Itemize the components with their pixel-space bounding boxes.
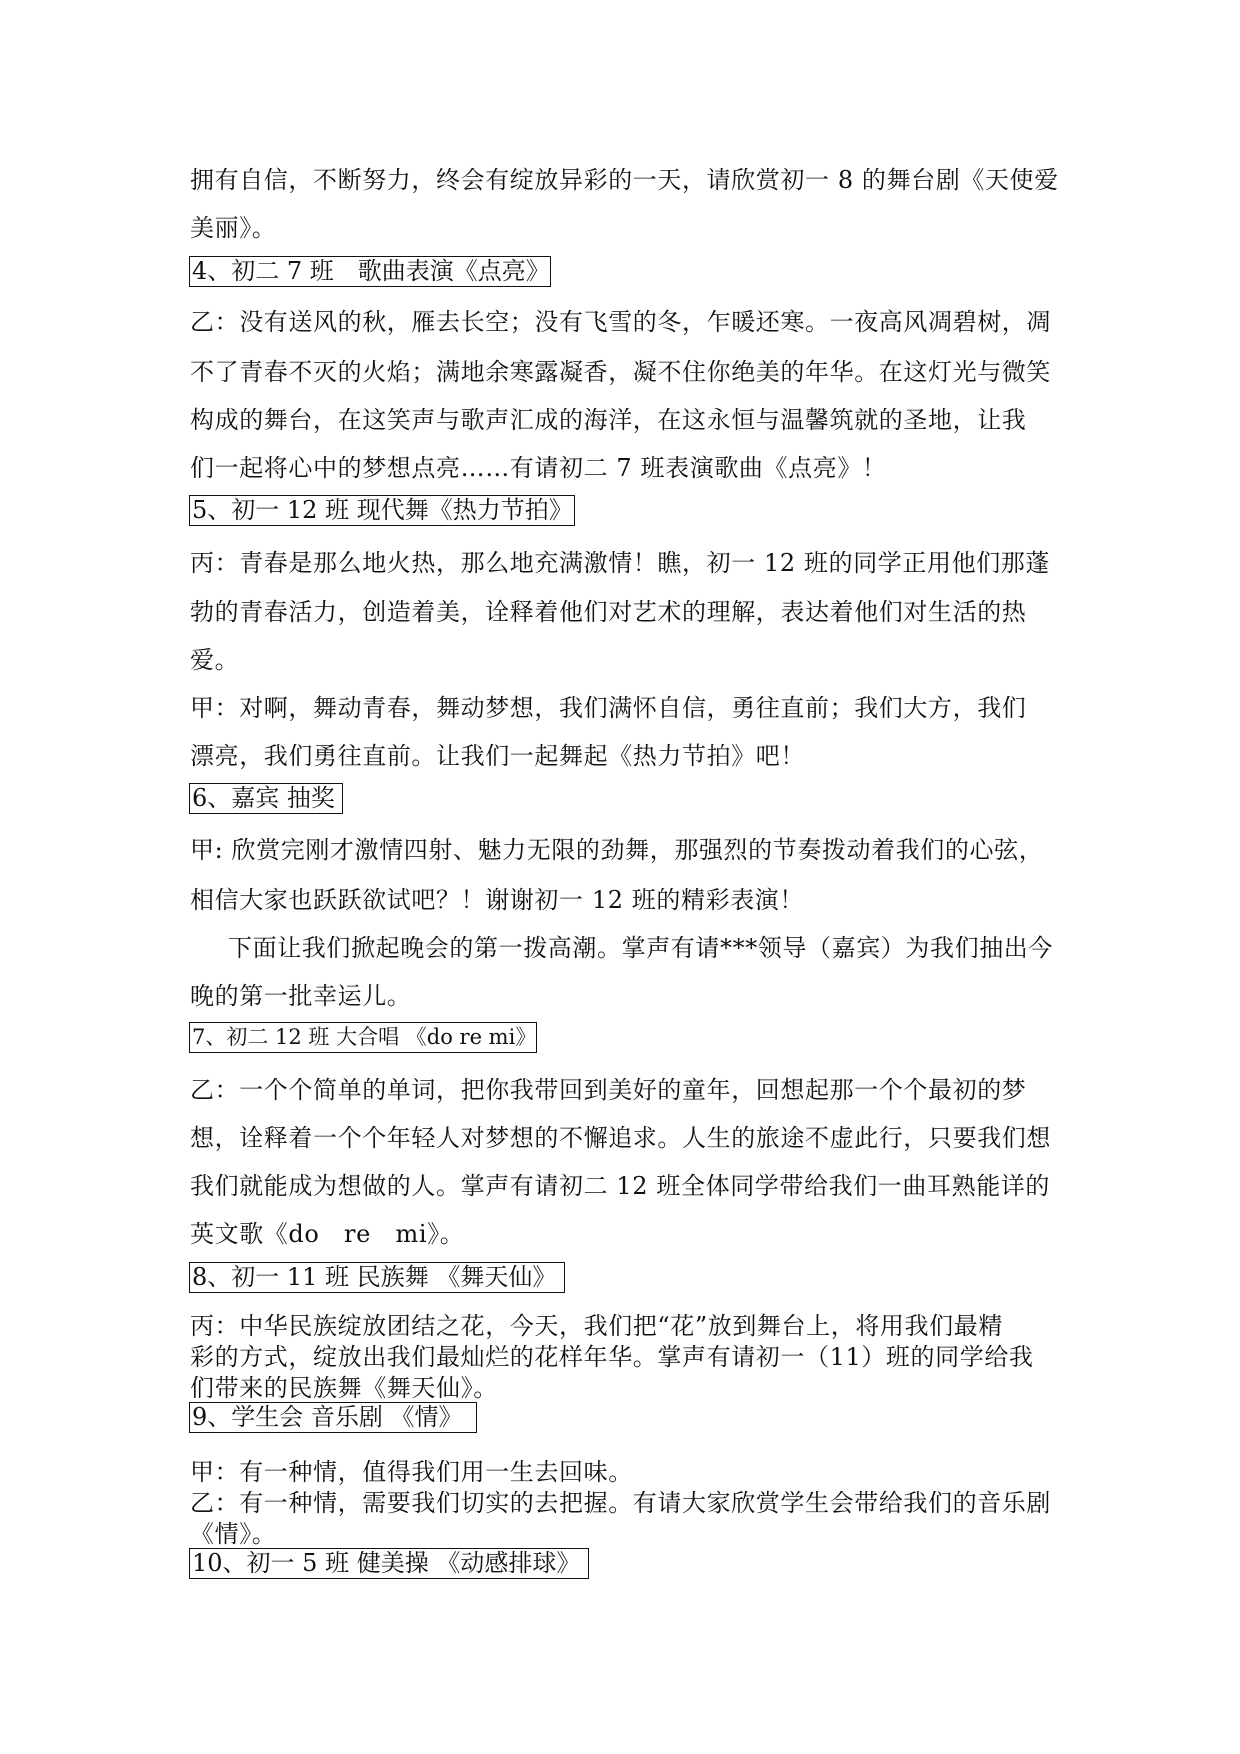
paragraph-line: 构成的舞台，在这笑声与歌声汇成的海洋，在这永恒与温馨筑就的圣地，让我 (190, 406, 1027, 434)
paragraph-line: 彩的方式，绽放出我们最灿烂的花样年华。掌声有请初一（11）班的同学给我 (190, 1343, 1034, 1371)
paragraph-line: 们带来的民族舞《舞天仙》。 (190, 1374, 498, 1402)
paragraph-line: 不了青春不灭的火焰；满地余寒露凝香，凝不住你绝美的年华。在这灯光与微笑 (190, 358, 1051, 386)
paragraph-line: 们一起将心中的梦想点亮……有请初二 7 班表演歌曲《点亮》！ (190, 454, 887, 482)
paragraph-line: 下面让我们掀起晚会的第一拨高潮。掌声有请***领导（嘉宾）为我们抽出今 (228, 934, 1053, 962)
program-item-4: 4、初二 7 班 歌曲表演《点亮》 (189, 256, 551, 287)
paragraph-line: 丙：青春是那么地火热，那么地充满激情！瞧，初一 12 班的同学正用他们那蓬 (190, 549, 1050, 577)
program-item-9: 9、学生会 音乐剧 《情》 (189, 1402, 477, 1433)
paragraph-line: 乙：一个个简单的单词，把你我带回到美好的童年，回想起那一个个最初的梦 (190, 1076, 1027, 1104)
program-item-8: 8、初一 11 班 民族舞 《舞天仙》 (189, 1262, 565, 1293)
paragraph-line: 《情》。 (190, 1520, 277, 1548)
program-item-7: 7、初二 12 班 大合唱 《do re mi》 (189, 1022, 537, 1053)
paragraph-line: 勃的青春活力，创造着美，诠释着他们对艺术的理解，表达着他们对生活的热 (190, 598, 1027, 626)
paragraph-line: 晚的第一批幸运儿。 (190, 982, 412, 1010)
paragraph-line: 想，诠释着一个个年轻人对梦想的不懈追求。人生的旅途不虚此行，只要我们想 (190, 1124, 1051, 1152)
paragraph-line: 甲: 欣赏完刚才激情四射、魅力无限的劲舞，那强烈的节奏拨动着我们的心弦， (190, 836, 1044, 864)
paragraph-line: 拥有自信，不断努力，终会有绽放异彩的一天，请欣赏初一 8 的舞台剧《天使爱 (190, 166, 1059, 194)
program-item-6: 6、嘉宾 抽奖 (189, 783, 343, 814)
program-item-10: 10、初一 5 班 健美操 《动感排球》 (189, 1548, 589, 1579)
program-item-5: 5、初一 12 班 现代舞《热力节拍》 (189, 495, 575, 526)
paragraph-line: 丙：中华民族绽放团结之花，今天，我们把“花”放到舞台上，将用我们最精 (190, 1312, 1003, 1340)
paragraph-line: 相信大家也跃跃欲试吧？！谢谢初一 12 班的精彩表演！ (190, 886, 804, 914)
paragraph-line: 乙：没有送风的秋，雁去长空；没有飞雪的冬，乍暖还寒。一夜高风凋碧树，凋 (190, 308, 1051, 336)
paragraph-line: 甲：对啊，舞动青春，舞动梦想，我们满怀自信，勇往直前；我们大方，我们 (190, 694, 1027, 722)
paragraph-line: 爱。 (190, 646, 240, 674)
paragraph-line: 我们就能成为想做的人。掌声有请初二 12 班全体同学带给我们一曲耳熟能详的 (190, 1172, 1050, 1200)
paragraph-line: 甲：有一种情，值得我们用一生去回味。 (190, 1458, 633, 1486)
paragraph-line: 英文歌《do re mi》。 (190, 1220, 465, 1248)
paragraph-line: 漂亮，我们勇往直前。让我们一起舞起《热力节拍》吧！ (190, 742, 805, 770)
paragraph-line: 乙：有一种情，需要我们切实的去把握。有请大家欣赏学生会带给我们的音乐剧 (190, 1489, 1051, 1517)
paragraph-line: 美丽》。 (190, 214, 277, 242)
